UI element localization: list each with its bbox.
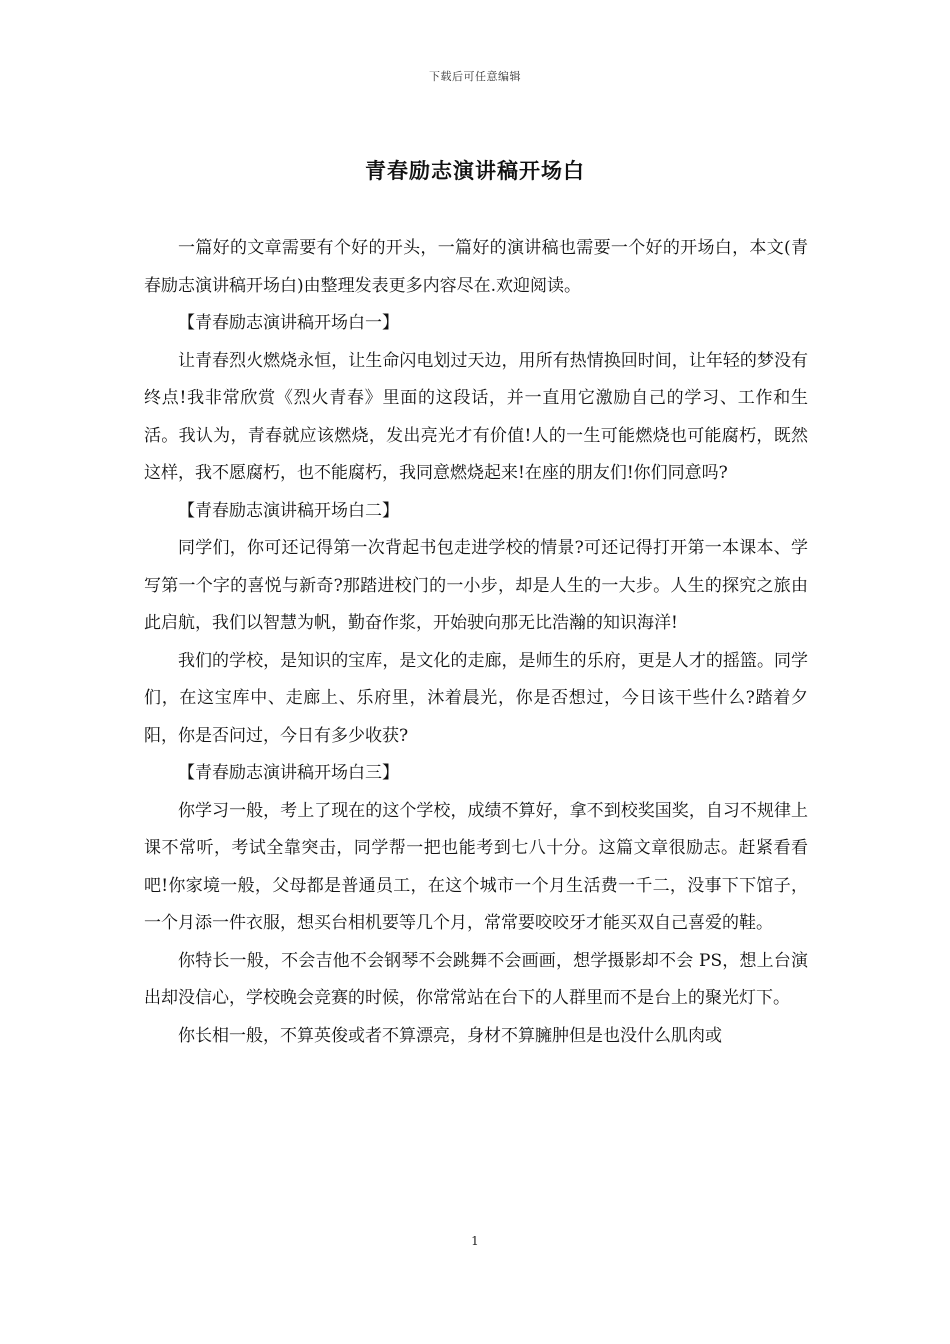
section-heading: 【青春励志演讲稿开场白一】 [178, 313, 399, 333]
body-paragraph: 你学习一般，考上了现在的这个学校，成绩不算好，拿不到校奖国奖，自习不规律上课不常听，考试全靠突击，同学帮一把也能考到七八十分。这篇文章很励志。赶紧看看吧!你家境一般，父母都是普通员工，在这个城市一个月生活费一千二，没事下下馆子，一个月添一件衣服，想买台相机要等几个月，常常要咬咬牙才能买双自己喜爱的鞋。 [144, 800, 808, 933]
body-paragraph: 一篇好的文章需要有个好的开头，一篇好的演讲稿也需要一个好的开场白，本文(青春励志演讲稿开场白)由整理发表更多内容尽在.欢迎阅读。 [144, 238, 808, 296]
header-note: 下载后可任意编辑 [429, 70, 521, 83]
body-paragraph: 你长相一般，不算英俊或者不算漂亮，身材不算臃肿但是也没什么肌肉或 [178, 1025, 722, 1046]
body-paragraph: 你特长一般，不会吉他不会钢琴不会跳舞不会画画，想学摄影却不会 PS，想上台演出却没信心，学校晚会竞赛的时候，你常常站在台下的人群里而不是台上的聚光灯下。 [144, 950, 808, 1008]
body-paragraph: 让青春烈火燃烧永恒，让生命闪电划过天边，用所有热情换回时间，让年轻的梦没有终点!我非常欣赏《烈火青春》里面的这段话，并一直用它激励自己的学习、工作和生活。我认为，青春就应该燃烧，发出亮光才有价值!人的一生可能燃烧也可能腐朽，既然这样，我不愿腐朽，也不能腐朽，我同意燃烧起来!在座的朋友们!你们同意吗? [144, 350, 808, 483]
body-paragraph: 同学们，你可还记得第一次背起书包走进学校的情景?可还记得打开第一本课本、学写第一个字的喜悦与新奇?那踏进校门的一小步，却是人生的一大步。人生的探究之旅由此启航，我们以智慧为帆，勤奋作浆，开始驶向那无比浩瀚的知识海洋! [144, 538, 808, 633]
body-paragraph: 我们的学校，是知识的宝库，是文化的走廊，是师生的乐府，更是人才的摇篮。同学们，在这宝库中、走廊上、乐府里，沐着晨光，你是否想过，今日该干些什么?踏着夕阳，你是否问过，今日有多少收获? [144, 650, 808, 746]
section-heading: 【青春励志演讲稿开场白二】 [178, 500, 399, 521]
document-title: 青春励志演讲稿开场白 [365, 158, 585, 183]
document-body [144, 230, 808, 1055]
page-number: 1 [471, 1234, 479, 1248]
section-heading: 【青春励志演讲稿开场白三】 [178, 763, 399, 783]
